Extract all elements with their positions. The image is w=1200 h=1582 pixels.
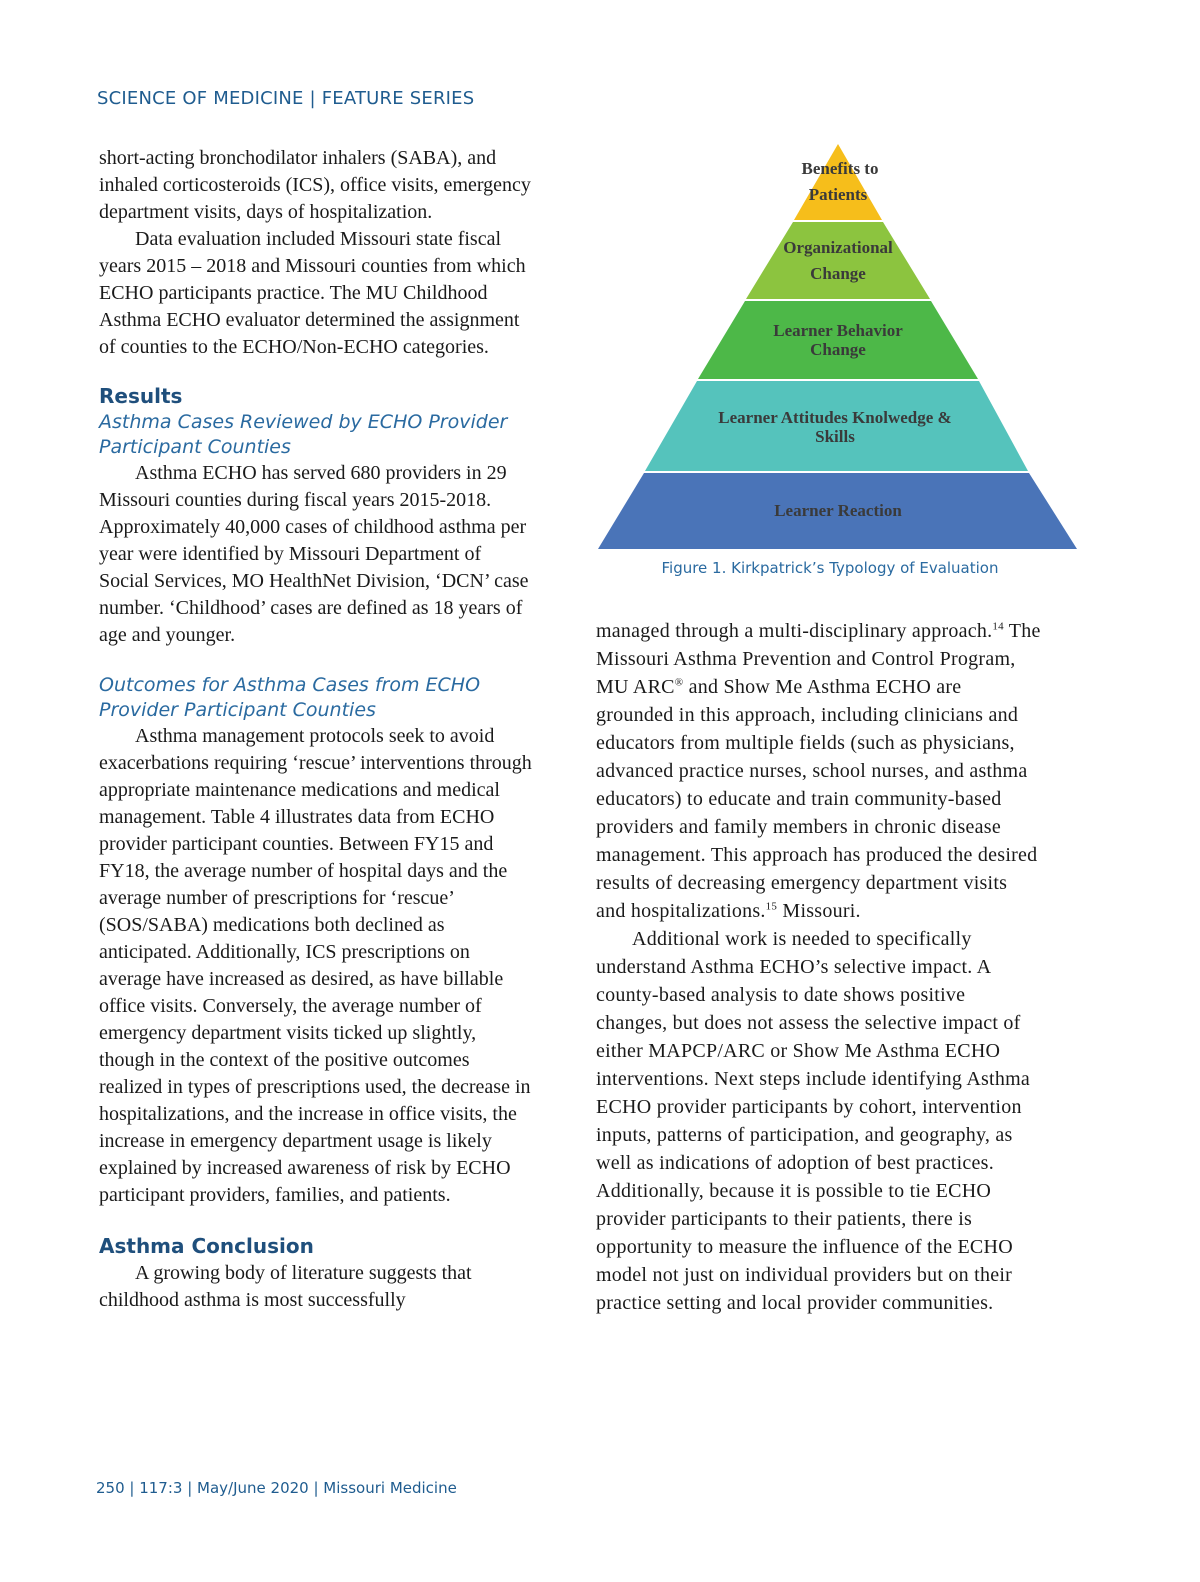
outcomes-paragraph: Asthma management protocols seek to avoid exacerbations requiring ‘rescue’ interventions through appropriate maintenance medications and medical management. Table 4 illustrates data from ECHO provider participant counties. Between FY15 and FY18, the average number of hospital days and the average number of prescriptions for ‘rescue’ (SOS/SABA) medications both declined as anticipated. Additionally, ICS prescriptions on average have increased as desired, as have billable office visits. Conversely, the average number of emergency department visits ticked up slightly, though in the context of the positive outcomes realized in types of prescriptions used, the decrease in hospitalizations, and the increase in office visits, the increase in emergency department usage is likely explained by increased awareness of risk by ECHO participant providers, families, and patients. bbox=[99, 725, 532, 1206]
level-5-label: Learner Reaction bbox=[774, 501, 902, 520]
intro-paragraph-2: Data evaluation included Missouri state fiscal years 2015 – 2018 and Missouri counties from which ECHO participants practice. The MU Childhood Asthma ECHO evaluator determined the assignment of counties to the ECHO/Non-ECHO categories. bbox=[99, 228, 526, 358]
reference-14: 14 bbox=[992, 620, 1004, 633]
subheading-cases-reviewed: Asthma Cases Reviewed by ECHO Provider Participant Counties bbox=[99, 411, 508, 458]
pyramid-diagram bbox=[596, 142, 1078, 552]
level-3-label-line-1: Learner Behavior bbox=[773, 321, 903, 340]
level-3-label-line-2: Change bbox=[810, 340, 866, 359]
right-column bbox=[596, 617, 1041, 1317]
intro-paragraph-1: short-acting bronchodilator inhalers (SABA), and inhaled corticosteroids (ICS), office visits, emergency department visits, days of hospitalization. bbox=[99, 147, 531, 223]
additional-work-paragraph: Additional work is needed to specifically understand Asthma ECHO’s selective impact. A county-based analysis to date shows positive changes, but does not assess the selective impact of either MAPCP/ARC or Show Me Asthma ECHO interventions. Next steps include identifying Asthma ECHO provider participants by cohort, intervention inputs, patterns of participation, and geography, as well as indications of adoption of best practices. Additionally, because it is possible to tie ECHO provider participants to their patients, there is opportunity to measure the influence of the ECHO model not just on individual providers but on their practice setting and local provider communities. bbox=[596, 928, 1031, 1314]
results-heading: Results bbox=[99, 384, 183, 408]
reference-15: 15 bbox=[765, 900, 778, 913]
paragraph-text: and Show Me Asthma ECHO are grounded in this approach, including clinicians and educators from multiple fields (such as physicians, advanced practice nurses, school nurses, and asthma educators) to educate and train community-based providers and family members in chronic disease management. This approach has produced the desired results of decreasing emergency department visits and hospitalizations. bbox=[596, 676, 1038, 922]
multidisciplinary-paragraph bbox=[596, 617, 1041, 925]
level-4-label-line-2: Skills bbox=[815, 427, 855, 446]
paragraph-text: The Missouri Asthma Prevention and Control Program, MU ARC bbox=[596, 620, 1041, 698]
page-footer: 250 | 117:3 | May/June 2020 | Missouri Medicine bbox=[96, 1479, 457, 1497]
level-1-label-line-1: Benefits to bbox=[801, 159, 879, 178]
level-2-label-line-2: Change bbox=[810, 264, 866, 283]
figure-caption: Figure 1. Kirkpatrick’s Typology of Evaluation bbox=[661, 559, 999, 577]
conclusion-paragraph: A growing body of literature suggests that childhood asthma is most successfully bbox=[99, 1262, 472, 1311]
pyramid-level-organizational-change bbox=[746, 222, 930, 299]
running-header: SCIENCE OF MEDICINE | FEATURE SERIES bbox=[97, 88, 475, 109]
left-column bbox=[99, 145, 535, 1314]
subheading-outcomes: Outcomes for Asthma Cases from ECHO Provider Participant Counties bbox=[99, 674, 481, 721]
pyramid-level-benefits-to-patients bbox=[794, 144, 882, 220]
paragraph-text: Missouri. bbox=[777, 900, 861, 922]
level-1-label-line-2: Patients bbox=[808, 185, 868, 204]
level-2-label-line-1: Organizational bbox=[783, 238, 893, 257]
kirkpatrick-pyramid-figure bbox=[596, 142, 1078, 552]
registered-mark: ® bbox=[674, 676, 684, 689]
cases-reviewed-paragraph: Asthma ECHO has served 680 providers in 29 Missouri counties during fiscal years 2015-2018. Approximately 40,000 cases of childhood asthma per year were identified by Missouri Department of Social Services, MO HealthNet Division, ‘DCN’ case number. ‘Childhood’ cases are defined as 18 years of age and younger. bbox=[99, 462, 529, 646]
asthma-conclusion-heading: Asthma Conclusion bbox=[99, 1234, 314, 1258]
paragraph-text: managed through a multi-disciplinary approach. bbox=[596, 620, 993, 642]
level-4-label-line-1: Learner Attitudes Knolwedge & bbox=[718, 408, 952, 427]
